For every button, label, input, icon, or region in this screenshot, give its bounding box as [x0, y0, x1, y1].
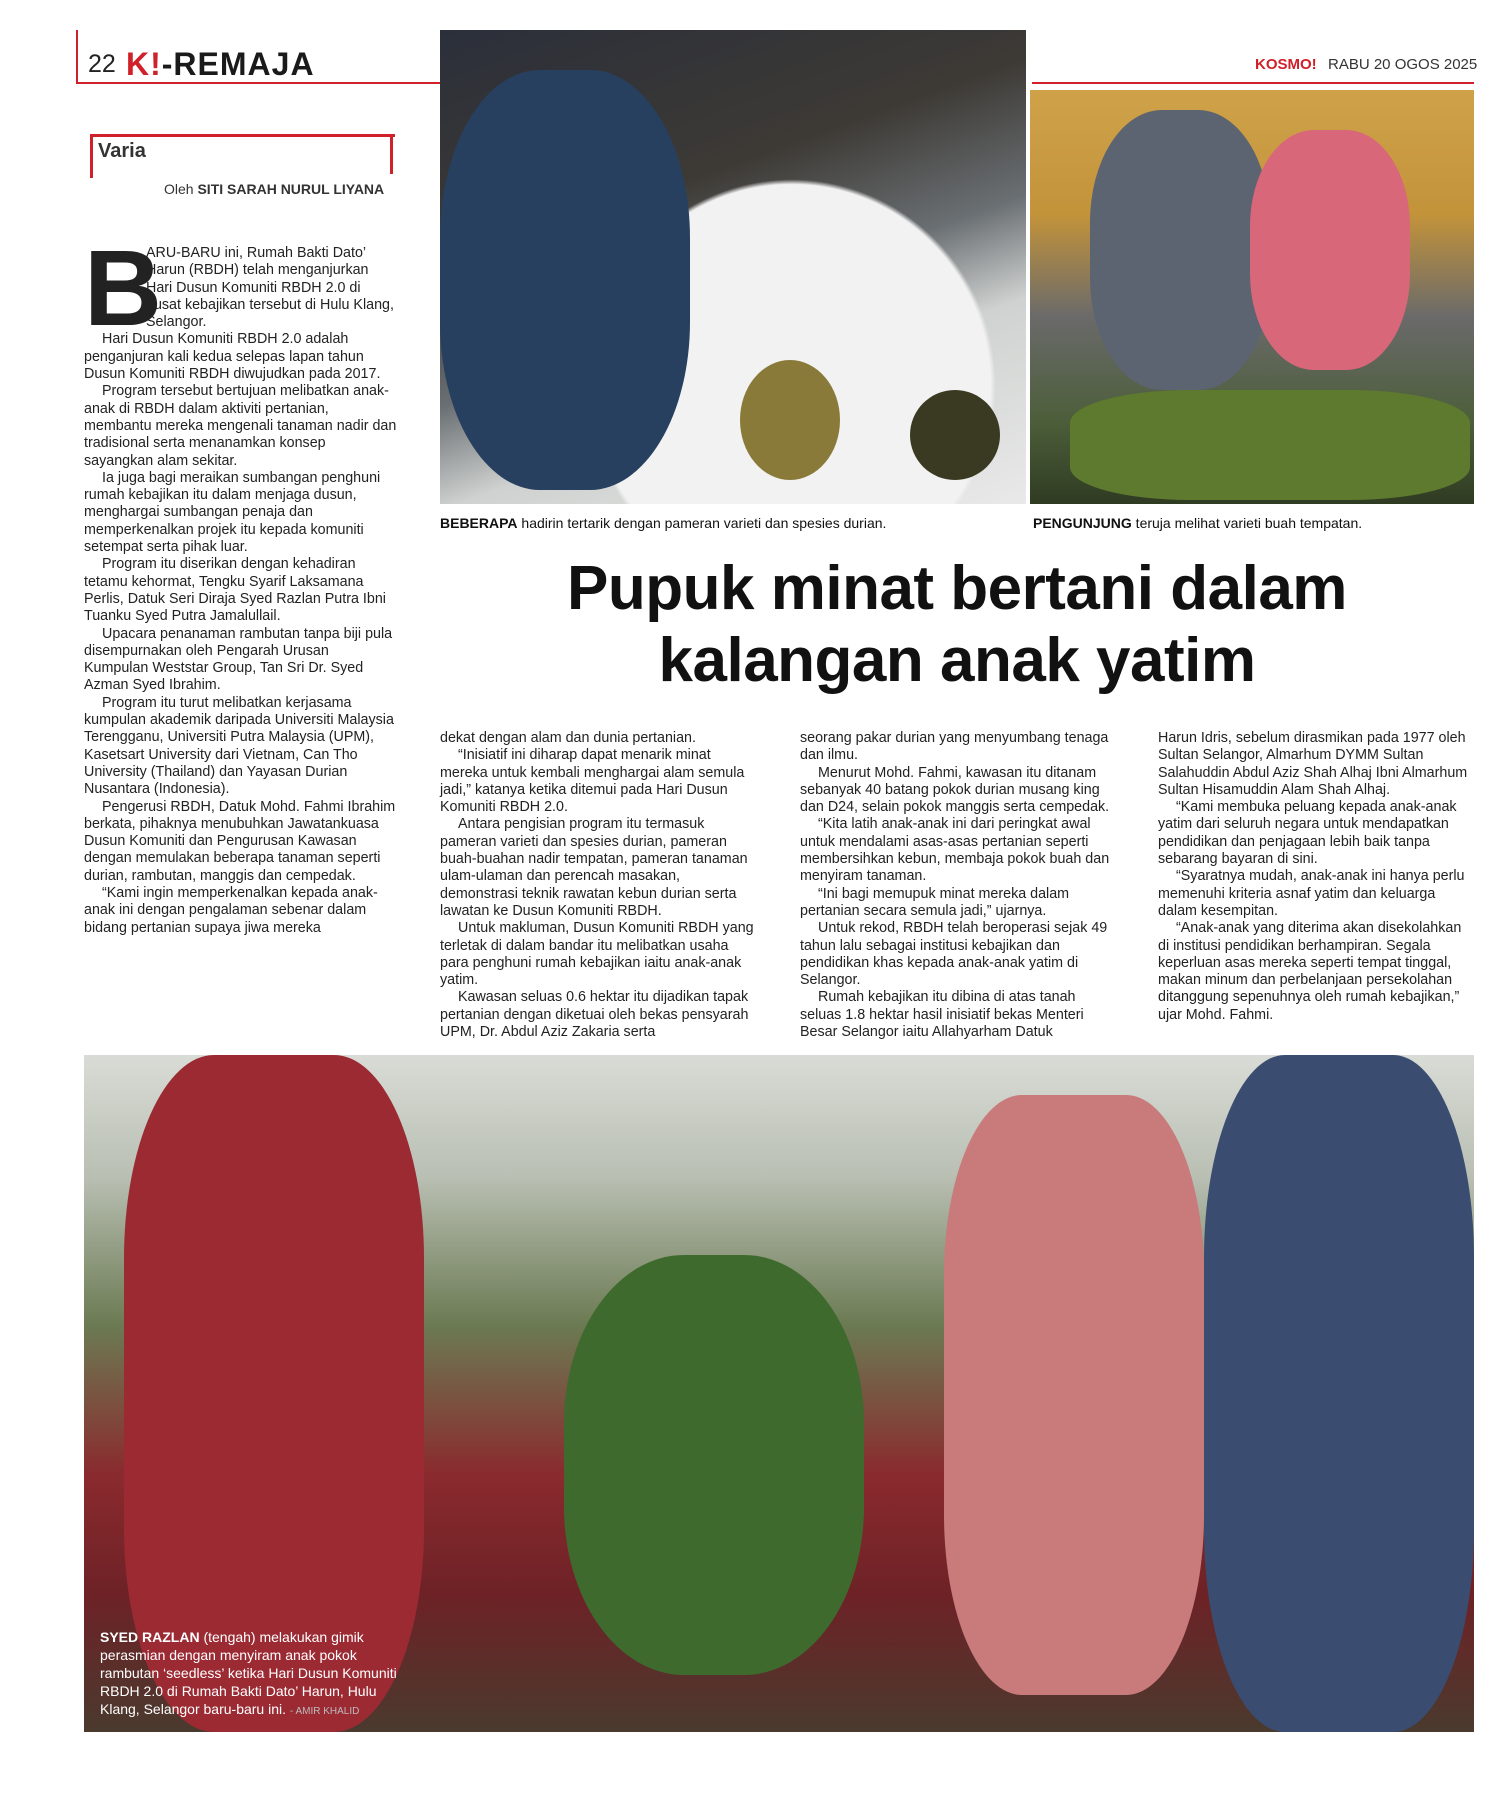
article-paragraph: Menurut Mohd. Fahmi, kawasan itu ditanam sebanyak 40 batang pokok durian musang king dan D24, selain pokok manggis serta cempedak.: [800, 764, 1110, 816]
article-paragraph: Program tersebut bertujuan melibatkan anak-anak di RBDH dalam aktiviti pertanian, membantu mereka mengenali tanaman nadir dan tradisional serta menanamkan konsep sayangkan alam sekitar.: [84, 383, 397, 469]
person-shape-5: [944, 1095, 1204, 1695]
article-paragraph: Untuk rekod, RBDH telah beroperasi sejak 49 tahun lalu sebagai institusi kebajikan dan pendidikan khas kepada anak-anak yatim di Selangor.: [800, 920, 1108, 989]
article-paragraph: “Ini bagi memupuk minat mereka dalam pertanian secara semula jadi,” ujarnya.: [800, 885, 1070, 919]
brand-k: K!: [126, 46, 162, 82]
brand-remaja: -REMAJA: [161, 46, 315, 82]
article-paragraph: Rumah kebajikan itu dibina di atas tanah seluas 1.8 hektar hasil inisiatif bekas Menteri Besar Selangor iaitu Allahyarham Datuk: [800, 989, 1084, 1041]
headline-line-1: Pupuk minat bertani dalam: [567, 554, 1347, 623]
article-paragraph: “Kami membuka peluang kepada anak-anak yatim dari seluruh negara untuk mendapatkan pendidikan dan penjagaan lebih baik tanpa sebarang bayaran di sini.: [1158, 799, 1457, 868]
article-paragraph: “Kita latih anak-anak ini dari peringkat awal untuk mendalami asas-asas pertanian seperti membersihkan kebun, membaja pokok buah dan menyiram tanaman.: [800, 816, 1110, 885]
article-paragraph: Program itu diserikan dengan kehadiran tetamu kehormat, Tengku Syarif Laksamana Perlis, Datuk Seri Diraja Syed Razlan Putra Ibni Tuanku Syed Putra Jamalullail.: [84, 556, 386, 625]
person-shape-6: [1204, 1055, 1474, 1732]
caption-photo1-text: hadirin tertarik dengan pameran varieti dan spesies durian.: [517, 515, 887, 531]
article-paragraph: “Anak-anak yang diterima akan disekolahkan di institusi pendidikan berhampiran. Segala keperluan asas mereka seperti tempat tinggal, makan minum dan perbelanjaan persekolahan ditanggung sepenuhnya oleh rumah kebajikan,” ujar Mohd. Fahmi.: [1158, 920, 1462, 1023]
caption-photo3-text: (tengah) melakukan gimik perasmian dengan menyiram anak pokok rambutan ‘seedless’ ketika Hari Dusun Komuniti RBDH 2.0 di Rumah Bakti Dato’ Harun, Hulu Klang, Selangor baru-baru ini.: [100, 1629, 397, 1717]
person-shape: [440, 70, 690, 490]
caption-photo2: [1033, 515, 1474, 532]
article-column-2: [440, 730, 756, 1041]
caption-photo3: [100, 1628, 400, 1721]
photo-durian-exhibition: [440, 30, 1026, 504]
caption-photo1: [440, 515, 960, 532]
article-paragraph: Kawasan seluas 0.6 hektar itu dijadikan tapak pertanian dengan diketuai oleh bekas pensyarah UPM, Dr. Abdul Aziz Zakaria serta: [440, 989, 749, 1041]
byline-prefix: Oleh: [164, 181, 198, 197]
photo-credit: - AMIR KHALID: [289, 1706, 360, 1717]
byline-author: SITI SARAH NURUL LIYANA: [197, 181, 385, 197]
article-column-4: [1158, 730, 1474, 1024]
column-tag: Varia: [98, 140, 146, 162]
column-tag-frame-right: [390, 134, 393, 174]
article-paragraph: Pengerusi RBDH, Datuk Mohd. Fahmi Ibrahim berkata, pihaknya menubuhkan Jawatankuasa Dusun Komuniti dan Pengurusan Kawasan dengan memulakan beberapa tanaman seperti durian, rambutan, manggis dan cempedak.: [84, 798, 396, 884]
caption-photo2-lead: PENGUNJUNG: [1033, 515, 1132, 531]
article-paragraph: Ia juga bagi meraikan sumbangan penghuni rumah kebajikan itu dalam menjaga dusun, menghargai sumbangan penaja dan memperkenalkan projek itu kepada komuniti setempat serta pihak luar.: [84, 469, 381, 556]
drop-cap: B: [84, 227, 162, 348]
article-paragraph: ARU-BARU ini, Rumah Bakti Dato’ Harun (RBDH) telah menganjurkan Hari Dusun Komuniti RBDH 2.0 di pusat kebajikan tersebut di Hulu Klang, Selangor.: [84, 245, 397, 331]
headline-line-2: kalangan anak yatim: [658, 626, 1256, 695]
drop-cap-spacer: [84, 245, 146, 331]
person-shape-2: [1090, 110, 1270, 390]
article-paragraph: Harun Idris, sebelum dirasmikan pada 1977 oleh Sultan Selangor, Almarhum DYMM Sultan Salahuddin Abdul Aziz Shah Alhaj Ibni Almarhum Sultan Hisamuddin Alam Shah Alhaj.: [1158, 730, 1468, 798]
headline: [440, 553, 1474, 697]
article-paragraph: “Inisiatif ini diharap dapat menarik minat mereka untuk kembali menghargai alam semula jadi,” katanya ketika ditemui pada Hari Dusun Komuniti RBDH 2.0.: [440, 747, 745, 816]
article-paragraph: Antara pengisian program itu termasuk pameran varieti dan spesies durian, pameran buah-buahan nadir tempatan, pameran tanaman ulam-ulaman dan perencah masakan, demonstrasi teknik rawatan kebun durian serta lawatan ke Dusun Komuniti RBDH.: [440, 816, 748, 919]
article-paragraph: Program itu turut melibatkan kerjasama kumpulan akademik daripada Universiti Malaysia Terengganu, Universiti Putra Malaysia (UPM), Kasetsart University dari Vietnam, Can Tho University (Thailand) dan Yayasan Durian Nusantara (Indonesia).: [84, 694, 394, 798]
person-shape-3: [1250, 130, 1410, 370]
article-column-3: [800, 730, 1116, 1041]
caption-photo2-text: teruja melihat varieti buah tempatan.: [1131, 515, 1363, 531]
durian-shape-2: [910, 390, 1000, 480]
photo-local-fruits: [1030, 90, 1474, 504]
caption-photo1-lead: BEBERAPA: [440, 515, 518, 531]
byline: [164, 181, 384, 197]
seedling-shape: [564, 1255, 864, 1675]
article-paragraph: “Kami ingin memperkenalkan kepada anak-anak ini dengan pengalaman sebenar dalam bidang pertanian supaya jiwa mereka: [84, 884, 378, 936]
durian-shape: [740, 360, 840, 480]
article-paragraph: Upacara penanaman rambutan tanpa biji pula disempurnakan oleh Pengarah Urusan Kumpulan Weststar Group, Tan Sri Dr. Syed Azman Syed Ibrahim.: [84, 625, 393, 694]
section-brand: [126, 46, 315, 83]
article-paragraph: Hari Dusun Komuniti RBDH 2.0 adalah penganjuran kali kedua selepas lapan tahun Dusun Komuniti RBDH diwujudkan pada 2017.: [84, 331, 381, 383]
page-number: 22: [88, 50, 116, 78]
caption-photo3-lead: SYED RAZLAN: [100, 1629, 200, 1645]
header-rule-right: [1032, 82, 1474, 84]
article-paragraph: Untuk makluman, Dusun Komuniti RBDH yang terletak di dalam bandar itu melibatkan usaha para penghuni rumah kebajikan iaitu anak-anak yatim.: [440, 920, 754, 989]
issue-date: RABU 20 OGOS 2025: [1328, 56, 1478, 73]
article-column-1: [84, 245, 397, 937]
fruits-shape: [1070, 390, 1470, 500]
article-paragraph: “Syaratnya mudah, anak-anak ini hanya perlu memenuhi kriteria asnaf yatim dan keluarga dalam kesempitan.: [1158, 868, 1465, 919]
article-paragraph: seorang pakar durian yang menyumbang tenaga dan ilmu.: [800, 730, 1109, 764]
article-paragraph: dekat dengan alam dan dunia pertanian.: [440, 730, 696, 746]
paper-name: KOSMO!: [1255, 56, 1317, 73]
header-rule-vertical: [76, 30, 78, 84]
